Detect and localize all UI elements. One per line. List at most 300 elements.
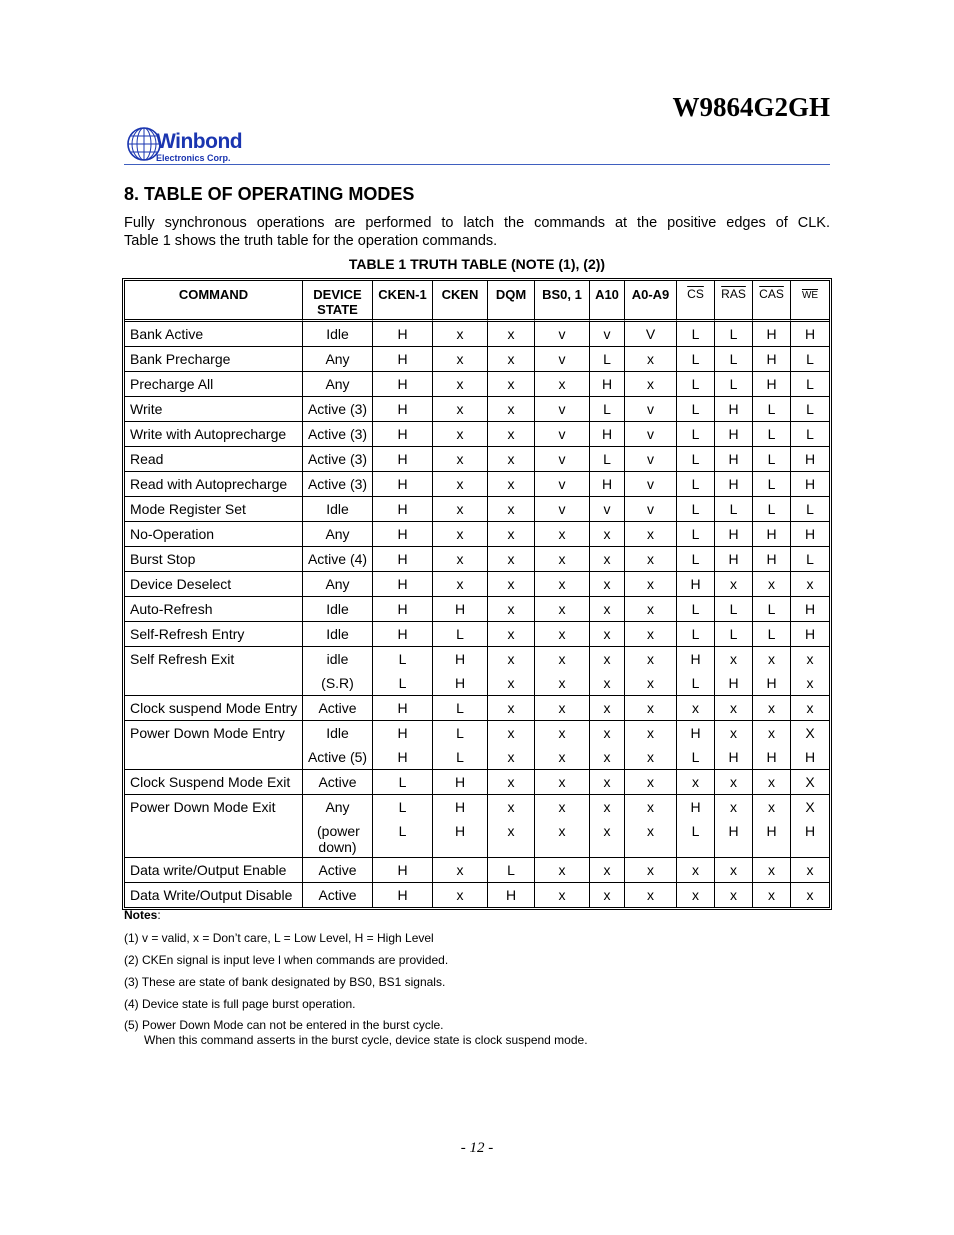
cell-text: H — [690, 651, 701, 667]
cell: H — [715, 547, 753, 572]
cell — [625, 795, 677, 858]
cell: x — [791, 696, 829, 721]
cell: x — [590, 522, 625, 547]
cell — [303, 795, 373, 858]
cell: H — [373, 572, 433, 597]
cell-text: L — [398, 823, 407, 839]
cell-text: x — [730, 799, 737, 815]
cell: Data write/Output Enable — [125, 858, 303, 883]
cell-text: H — [454, 651, 466, 667]
cell: H — [753, 547, 791, 572]
cell: No-Operation — [125, 522, 303, 547]
cell: x — [625, 572, 677, 597]
cell-text: x — [507, 823, 515, 839]
cell: v — [625, 472, 677, 497]
cell: H — [677, 572, 715, 597]
cell: L — [791, 347, 829, 372]
cell-text: x — [647, 651, 654, 667]
cell: Any — [303, 347, 373, 372]
cell: L — [677, 472, 715, 497]
cell-text: (power down) — [317, 823, 360, 855]
cell-text: L — [691, 749, 700, 765]
cell: x — [625, 770, 677, 795]
cell: L — [791, 422, 829, 447]
cell: H — [373, 883, 433, 907]
cell: H — [373, 622, 433, 647]
cell: x — [625, 622, 677, 647]
table-row — [125, 322, 829, 347]
cell: x — [625, 597, 677, 622]
cell — [753, 647, 791, 696]
cell: H — [753, 322, 791, 347]
cell: x — [488, 322, 535, 347]
header-we — [791, 281, 829, 322]
cell: x — [590, 597, 625, 622]
cell-text: x — [806, 675, 814, 691]
cell: Read — [125, 447, 303, 472]
cell: x — [488, 497, 535, 522]
cell: v — [535, 422, 590, 447]
cell-text: Self Refresh Exit — [130, 651, 235, 667]
cell: x — [433, 572, 488, 597]
note-4: (4) Device state is full page burst operation. — [124, 997, 356, 1011]
cell: L — [677, 322, 715, 347]
cell-text: x — [603, 675, 611, 691]
cell: H — [590, 472, 625, 497]
cell: L — [753, 472, 791, 497]
cell: H — [791, 322, 829, 347]
cell: x — [535, 883, 590, 907]
intro-paragraph — [124, 214, 830, 250]
cell-text: H — [766, 823, 777, 839]
cell: Idle — [303, 497, 373, 522]
cell: Any — [303, 522, 373, 547]
cell: H — [373, 597, 433, 622]
cell: L — [791, 397, 829, 422]
cell: Active — [303, 770, 373, 795]
cell-text: x — [603, 823, 611, 839]
cell: x — [488, 770, 535, 795]
cell: v — [535, 447, 590, 472]
cell-text: L — [398, 675, 407, 691]
cell: v — [590, 322, 625, 347]
cell: x — [535, 622, 590, 647]
cell: Data Write/Output Disable — [125, 883, 303, 907]
section-title: 8. TABLE OF OPERATING MODES — [124, 184, 415, 204]
cell-text: H — [728, 675, 739, 691]
cell: x — [433, 547, 488, 572]
cell: x — [433, 422, 488, 447]
cell: L — [433, 622, 488, 647]
cell: x — [590, 547, 625, 572]
note-2: (2) CKEn signal is input leve l when commands are provided. — [124, 953, 449, 967]
cell-text: H — [454, 675, 466, 691]
cell: x — [488, 347, 535, 372]
cell: L — [753, 497, 791, 522]
cell: L — [791, 547, 829, 572]
cell: L — [715, 372, 753, 397]
table-row — [125, 547, 829, 572]
table-row — [125, 696, 829, 721]
cell — [125, 647, 303, 696]
cell — [535, 721, 590, 770]
note-1: (1) v = valid, x = Don’t care, L = Low Level, H = High Level — [124, 931, 434, 945]
header-a0-a9: A0-A9 — [625, 281, 677, 322]
header-command: COMMAND — [125, 281, 303, 322]
cell — [125, 721, 303, 770]
cell — [488, 647, 535, 696]
cell: L — [677, 547, 715, 572]
cell: H — [373, 696, 433, 721]
cell: Active (4) — [303, 547, 373, 572]
cell: x — [625, 883, 677, 907]
cell: Bank Active — [125, 322, 303, 347]
cell-text: H — [728, 823, 739, 839]
cell: Active — [303, 883, 373, 907]
cell-text: L — [456, 749, 464, 765]
cell-text: x — [558, 799, 566, 815]
cell: L — [715, 497, 753, 522]
cell: x — [433, 347, 488, 372]
cell: Active (3) — [303, 447, 373, 472]
cell: x — [806, 887, 814, 903]
cell: x — [535, 597, 590, 622]
cell: L — [677, 597, 715, 622]
cell: Mode Register Set — [125, 497, 303, 522]
cell: L — [590, 447, 625, 472]
cell: X — [791, 770, 829, 795]
cell — [677, 647, 715, 696]
cell: H — [715, 472, 753, 497]
cell: H — [753, 522, 791, 547]
cell — [625, 721, 677, 770]
cell-text: L — [691, 675, 700, 691]
cell: L — [715, 622, 753, 647]
table-row — [125, 347, 829, 372]
cell-text: x — [647, 823, 654, 839]
cell-text: X — [805, 725, 815, 741]
intro-line-1: Fully synchronous operations are performed to latch the commands at the positive edges of CLK. — [124, 215, 830, 231]
table-row — [125, 397, 829, 422]
cell: v — [535, 322, 590, 347]
cell-text: H — [454, 823, 466, 839]
cell: Active — [303, 696, 373, 721]
cell: x — [625, 858, 677, 883]
note-5-continuation: When this command asserts in the burst cycle, device state is clock suspend mode. — [144, 1033, 588, 1047]
cell: v — [625, 447, 677, 472]
cell: x — [488, 397, 535, 422]
cell — [303, 647, 373, 696]
cell: x — [433, 497, 488, 522]
cell: Bank Precharge — [125, 347, 303, 372]
cell: v — [535, 347, 590, 372]
cell — [791, 721, 829, 770]
cell-text: H — [766, 675, 777, 691]
cell: L — [753, 422, 791, 447]
truth-table — [122, 278, 832, 910]
cell: H — [373, 522, 433, 547]
cell: x — [488, 522, 535, 547]
cell: H — [715, 447, 753, 472]
cell-text: Power Down Mode Entry — [130, 725, 285, 741]
cell: Active (3) — [303, 472, 373, 497]
cell: L — [753, 397, 791, 422]
cell-text: x — [558, 725, 566, 741]
cell — [433, 647, 488, 696]
cell: x — [488, 622, 535, 647]
cell-text: H — [690, 799, 701, 815]
cell-text: x — [768, 651, 775, 667]
header-we-label: $\overline{WE}$ — [801, 290, 819, 301]
cell: Write — [125, 397, 303, 422]
cell — [488, 721, 535, 770]
header-cs — [677, 281, 715, 322]
cell: L — [753, 597, 791, 622]
table-row — [125, 497, 829, 522]
cell: x — [715, 770, 753, 795]
cell: x — [535, 547, 590, 572]
cell: L — [590, 347, 625, 372]
header-dqm: DQM — [488, 281, 535, 322]
cell — [791, 795, 829, 858]
cell: x — [590, 883, 625, 907]
cell: v — [535, 472, 590, 497]
logo-brand-text: Winbond — [156, 130, 243, 153]
cell: x — [535, 858, 590, 883]
cell: L — [433, 696, 488, 721]
cell-text: x — [603, 799, 611, 815]
table-row — [125, 522, 829, 547]
header-bs01: BS0, 1 — [535, 281, 590, 322]
cell: v — [590, 497, 625, 522]
table-row — [125, 795, 829, 858]
cell: x — [625, 347, 677, 372]
cell: L — [791, 497, 829, 522]
cell: H — [373, 397, 433, 422]
cell — [715, 647, 753, 696]
cell: x — [535, 770, 590, 795]
cell: L — [677, 622, 715, 647]
cell: Idle — [303, 597, 373, 622]
cell: Active (3) — [303, 397, 373, 422]
cell-text: H — [728, 749, 739, 765]
cell: H — [791, 597, 829, 622]
cell-text: H — [804, 823, 816, 839]
cell-text: idle — [326, 651, 349, 667]
cell-text: x — [647, 675, 654, 691]
cell: Any — [303, 372, 373, 397]
table-row — [125, 858, 829, 883]
cell: Clock Suspend Mode Exit — [125, 770, 303, 795]
cell-text: H — [766, 749, 777, 765]
cell: x — [488, 472, 535, 497]
cell: x — [433, 447, 488, 472]
cell-text: x — [558, 749, 566, 765]
cell: v — [535, 397, 590, 422]
cell: H — [715, 522, 753, 547]
document-id: W9864G2GH — [672, 92, 830, 122]
cell — [715, 721, 753, 770]
cell-text: x — [507, 725, 515, 741]
cell — [373, 647, 433, 696]
header-cken-1: CKEN-1 — [373, 281, 433, 322]
cell: Idle — [303, 622, 373, 647]
cell: x — [488, 597, 535, 622]
cell: x — [488, 372, 535, 397]
cell: x — [753, 883, 791, 907]
cell: H — [373, 347, 433, 372]
cell — [433, 721, 488, 770]
cell: V — [625, 322, 677, 347]
cell: x — [488, 696, 535, 721]
cell-text: x — [507, 651, 515, 667]
cell — [677, 721, 715, 770]
cell: x — [433, 522, 488, 547]
intro-line-2: Table 1 shows the truth table for the operation commands. — [124, 233, 498, 249]
cell: x — [625, 372, 677, 397]
cell: x — [590, 770, 625, 795]
cell: x — [433, 372, 488, 397]
cell: Active — [303, 858, 373, 883]
cell-text: x — [768, 725, 775, 741]
cell: x — [715, 572, 753, 597]
cell-text: x — [806, 651, 814, 667]
header-cs-label: $\overline{CS}$ — [687, 287, 704, 301]
cell: x — [625, 547, 677, 572]
table-row — [125, 422, 829, 447]
table-header-row — [125, 281, 829, 322]
notes-heading: Notes: — [124, 908, 161, 922]
cell-text: x — [603, 725, 611, 741]
logo-sub-text: Electronics Corp. — [156, 153, 231, 163]
table-row — [125, 883, 829, 907]
table-row — [125, 597, 829, 622]
cell — [791, 647, 829, 696]
cell — [373, 721, 433, 770]
cell: H — [373, 547, 433, 572]
cell: Read with Autoprecharge — [125, 472, 303, 497]
cell: L — [715, 322, 753, 347]
cell: Device Deselect — [125, 572, 303, 597]
header-a10: A10 — [590, 281, 625, 322]
cell: L — [677, 422, 715, 447]
cell-text: x — [647, 749, 654, 765]
cell-text: L — [398, 651, 407, 667]
cell: x — [488, 447, 535, 472]
cell: x — [715, 883, 753, 907]
cell — [303, 721, 373, 770]
cell: Precharge All — [125, 372, 303, 397]
cell: x — [433, 397, 488, 422]
table-row — [125, 447, 829, 472]
cell: x — [753, 696, 791, 721]
cell-text: H — [690, 725, 701, 741]
page-number: - 12 - — [460, 1140, 494, 1156]
note-5: (5) Power Down Mode can not be entered in the burst cycle. — [124, 1018, 444, 1032]
notes-title: Notes — [124, 908, 158, 922]
cell: H — [373, 472, 433, 497]
header-cken: CKEN — [433, 281, 488, 322]
cell-text: x — [507, 675, 515, 691]
cell: L — [753, 622, 791, 647]
cell: H — [373, 322, 433, 347]
cell: x — [433, 472, 488, 497]
cell: Active (3) — [303, 422, 373, 447]
cell: L — [715, 597, 753, 622]
cell: L — [715, 347, 753, 372]
cell — [590, 795, 625, 858]
cell: x — [590, 696, 625, 721]
cell-text: x — [603, 749, 611, 765]
cell: x — [488, 422, 535, 447]
cell-text: Power Down Mode Exit — [130, 799, 276, 815]
cell-text: H — [397, 749, 408, 765]
cell — [677, 795, 715, 858]
cell — [715, 795, 753, 858]
cell: x — [535, 372, 590, 397]
cell: x — [715, 696, 753, 721]
cell: x — [590, 858, 625, 883]
header-rule — [124, 164, 830, 165]
cell-text: x — [603, 651, 611, 667]
table-row — [125, 472, 829, 497]
table-row — [125, 647, 829, 696]
header-cas-label: $\overline{CAS}$ — [759, 287, 784, 301]
cell-text: x — [647, 799, 654, 815]
cell: H — [373, 858, 433, 883]
cell: x — [535, 696, 590, 721]
cell: H — [373, 422, 433, 447]
cell-text: x — [558, 651, 566, 667]
cell: v — [625, 422, 677, 447]
cell: x — [677, 696, 715, 721]
cell: x — [625, 522, 677, 547]
cell: x — [753, 572, 791, 597]
cell — [753, 721, 791, 770]
cell: x — [791, 858, 829, 883]
cell: H — [373, 497, 433, 522]
cell-text: L — [691, 823, 700, 839]
cell — [433, 795, 488, 858]
cell: Any — [303, 572, 373, 597]
cell-text: Any — [325, 799, 350, 815]
cell: L — [677, 397, 715, 422]
note-3: (3) These are state of bank designated by BS0, BS1 signals. — [124, 975, 446, 989]
cell: H — [753, 372, 791, 397]
cell — [590, 647, 625, 696]
cell-text: H — [804, 749, 816, 765]
cell-text: x — [558, 823, 566, 839]
header-cas — [753, 281, 791, 322]
cell: x — [535, 572, 590, 597]
cell: x — [590, 572, 625, 597]
cell: H — [590, 372, 625, 397]
table-row — [125, 770, 829, 795]
cell-text: x — [507, 799, 515, 815]
table-row — [125, 572, 829, 597]
cell: x — [433, 322, 488, 347]
cell: v — [625, 497, 677, 522]
cell — [535, 795, 590, 858]
cell: L — [677, 522, 715, 547]
cell: Self-Refresh Entry — [125, 622, 303, 647]
cell: H — [590, 422, 625, 447]
cell — [373, 795, 433, 858]
cell: L — [677, 497, 715, 522]
cell: x — [433, 883, 488, 907]
cell: x — [488, 547, 535, 572]
cell: v — [625, 397, 677, 422]
